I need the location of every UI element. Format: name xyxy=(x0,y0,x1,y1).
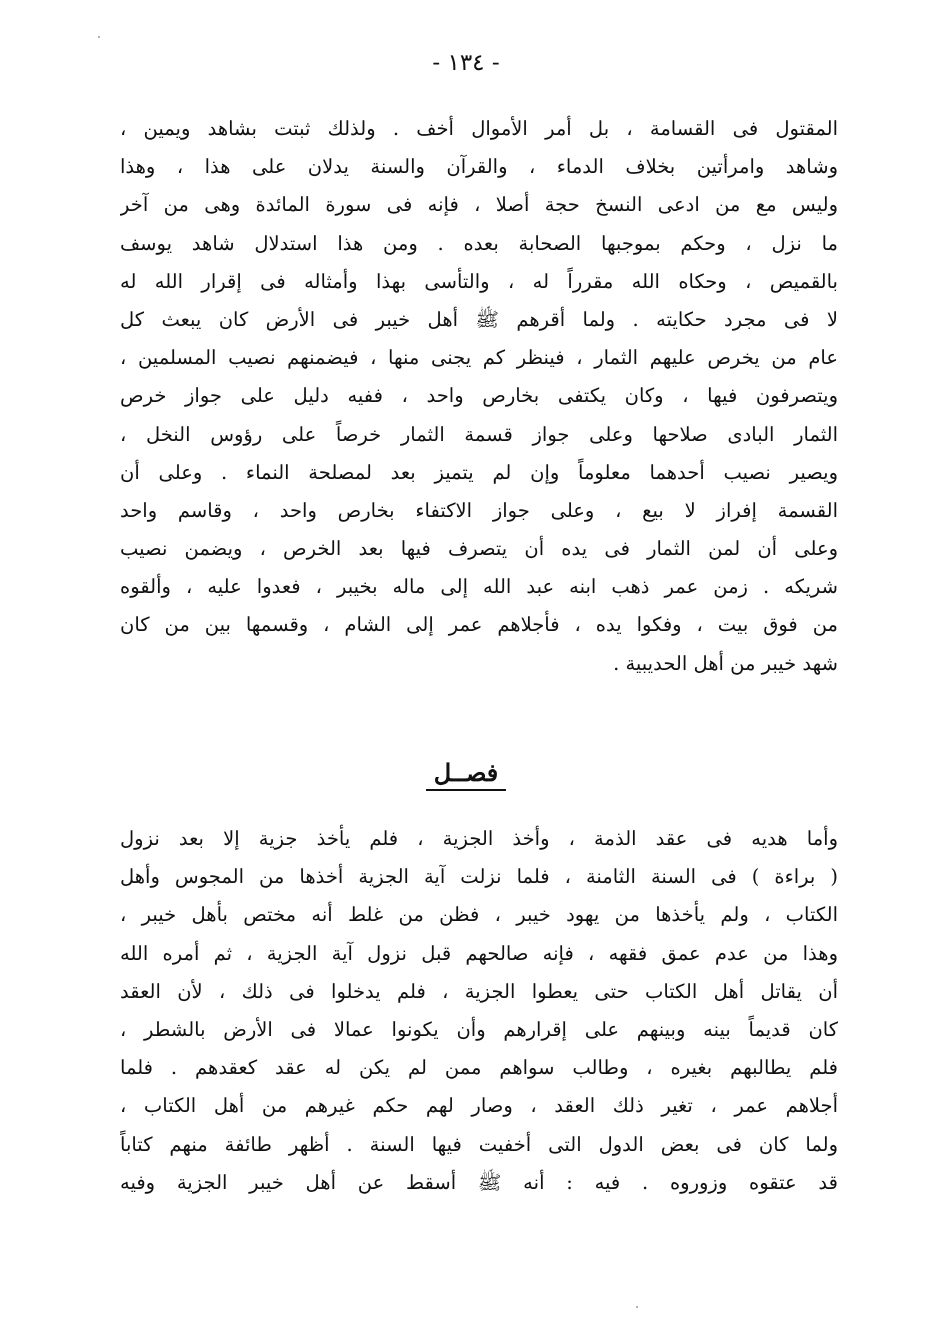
text-line: وهذا من عدم عمق فقهه ، فإنه صالحهم قبل نزول آية الجزية ، ثم أمره الله xyxy=(120,941,838,965)
scan-speck xyxy=(636,1306,638,1308)
text-line: أن يقاتل أهل الكتاب حتى يعطوا الجزية ، فلم يدخلوا فى ذلك ، لأن العقد xyxy=(120,979,838,1003)
text-line: ( براءة ) فى السنة الثامنة ، فلما نزلت آية الجزية أخذها من المجوس وأهل xyxy=(120,865,838,889)
paragraph-2 xyxy=(120,820,838,1202)
text-line: لا فى مجرد حكايته . ولما أقرهم ﷺ أهل خيبر فى الأرض كان يبعث كل xyxy=(120,307,838,331)
text-line: المقتول فى القسامة ، بل أمر الأموال أخف . ولذلك ثبتت بشاهد ويمين ، xyxy=(120,117,838,140)
text-line: ما نزل ، وحكم بموجبها الصحابة بعده . ومن هذا استدلال شاهد يوسف xyxy=(120,231,838,255)
text-line: ويتصرفون فيها ، وكان يكتفى بخارص واحد ، ففيه دليل على جواز خرص xyxy=(120,384,838,408)
text-line: ولما كان فى بعض الدول التى أخفيت فيها السنة . أظهر طائفة منهم كتاباً xyxy=(120,1132,838,1156)
text-line: من فوق بيت ، وفكوا يده ، فأجلاهم عمر إلى الشام ، وقسمها بين من كان xyxy=(120,613,838,637)
page-number: - ١٣٤ - xyxy=(432,50,500,76)
text-line: فلم يطالبهم بغيره ، وطالب سواهم ممن لم يكن له عقد كعقدهم . فلما xyxy=(120,1056,838,1080)
text-line: وأما هديه فى عقد الذمة ، وأخذ الجزية ، فلم يأخذ جزية إلا بعد نزول xyxy=(120,827,838,850)
scan-speck xyxy=(98,36,100,38)
section-heading-text: فصــل xyxy=(426,758,507,791)
text-line: القسمة إفراز لا بيع ، وعلى جواز الاكتفاء بخارص واحد ، وقاسم واحد xyxy=(120,498,838,522)
text-line: وعلى أن لمن الثمار فى يده أن يتصرف فيها بعد الخرص ، ويضمن نصيب xyxy=(120,537,838,561)
text-line: بالقميص ، وحكاه الله مقرراً له ، والتأسى بهذا وأمثاله فى إقرار الله له xyxy=(120,269,838,293)
text-line: الكتاب ، ولم يأخذها من يهود خيبر ، فظن من غلط أنه مختص بأهل خيبر ، xyxy=(120,903,838,927)
text-line: قد عتقوه وزوروه . فيه : أنه ﷺ أسقط عن أهل خيبر الجزية وفيه xyxy=(120,1170,838,1194)
text-line: وليس مع من ادعى النسخ حجة أصلا ، فإنه فى سورة المائدة وهى من آخر xyxy=(120,193,838,217)
paragraph-1 xyxy=(120,110,838,683)
text-line: عام من يخرص عليهم الثمار ، فينظر كم يجنى منها ، فيضمنهم نصيب المسلمين ، xyxy=(120,346,838,370)
text-line: ويصير نصيب أحدهما معلوماً وإن لم يتميز بعد لمصلحة النماء . وعلى أن xyxy=(120,460,838,484)
text-line: أجلاهم عمر ، تغير ذلك العقد ، وصار لهم حكم غيرهم من أهل الكتاب ، xyxy=(120,1094,838,1118)
text-line: كان قديماً بينه وبينهم على إقرارهم وأن يكونوا عمالا فى الأرض بالشطر ، xyxy=(120,1017,838,1041)
text-line: شهد خيبر من أهل الحديبية . xyxy=(613,651,838,675)
text-line: وشاهد وامرأتين بخلاف الدماء ، والقرآن والسنة يدلان على هذا ، وهذا xyxy=(120,155,838,179)
text-line: الثمار البادى صلاحها وعلى جواز قسمة الثمار خرصاً على رؤوس النخل ، xyxy=(120,422,838,446)
section-heading xyxy=(0,758,932,791)
text-line: شريكه . زمن عمر ذهب ابنه عبد الله إلى ماله بخيبر ، فعدوا عليه ، وألقوه xyxy=(120,575,838,599)
